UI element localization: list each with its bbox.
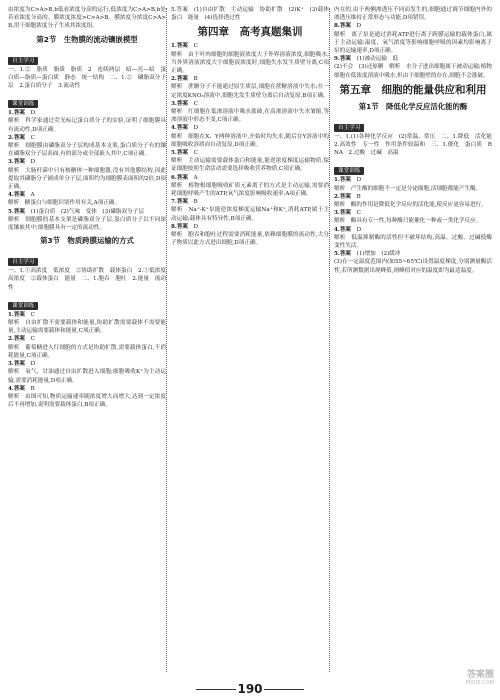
answer-item: 1.答案 C (171, 43, 198, 50)
answer-item: 6.答案 A (171, 174, 198, 181)
section-heading-enzymes: 第1节 降低化学反应活化能的酶 (358, 101, 468, 111)
answer-item: 2.答案 C (8, 134, 35, 141)
answer-item: 5.答案 (1)蛋白质 (2)气味 变体 (3)磷脂双分子层 (8, 208, 144, 215)
answer-explanation: 解析 胞吞和胞吐过程需要消耗能量,依赖细胞膜的流动性,大分子物质以此方式进出细胞,D项正确。 (171, 232, 329, 247)
answer-explanation: 解析 Na⁺-K⁺泵能逆浓度梯度运输Na⁺和K⁺,消耗ATP,属于主动运输;载体具有特异性,B项正确。 (171, 207, 329, 222)
answer-item: 4.答案 D (171, 125, 199, 132)
answer-item: 9.答案 (1)被动运输 低 (334, 56, 399, 63)
answer-item: 1.答案 C (8, 311, 35, 318)
folio-rule-right (264, 689, 304, 690)
section-heading-transport: 第3节 物质跨膜运输的方式 (40, 236, 134, 246)
answer-explanation: 解析 糖蛋白与细胞识别作用有关,A项正确。 (8, 200, 121, 207)
badge-class-training: 课堂训练 (8, 100, 38, 108)
answer-explanation: 解析 细胞膜的基本支架是磷脂双分子层,蛋白质分子以不同深度镶嵌其中;细胞膜具有一定的流动性。 (8, 216, 166, 232)
continued-explanation: 内在的,由于两侧渗透压不同而发生的,细胞通过调节细胞内外的渗透压维持正常形态与功能,D项错误。 (334, 7, 492, 22)
answer-item: 4.答案 D (334, 226, 362, 233)
answer-explanation: 解析 细胞膜由磷脂双分子层构成基本支架,蛋白质分子有的镶在磷脂双分子层表面,有的部分或全部嵌入其中,C项正确。 (8, 143, 166, 158)
answer-item: 2.答案 C (8, 336, 35, 343)
watermark-text: 答案圈 (466, 670, 494, 680)
answer-item: 5.答案 (1)增加 (2)缓冲 (334, 251, 401, 258)
answer-explanation: 解析 由图可知,物质运输速率随浓度增大而增大,达到一定浓度后不再增加,说明需要载体蛋白,B项正确。 (8, 393, 166, 409)
self-study-answers: 一、1.①高浓度 低浓度 ②协助扩散 载体蛋白 2.①低浓度 高浓度 ②载体蛋白 能量 二、1.胞吞 胞吐 2.能量 流动性 (8, 268, 172, 291)
answer-item: 1.答案 D (334, 177, 362, 184)
answer-list (8, 311, 166, 409)
answer-explanation: 解析 葡萄糖进入红细胞的方式是协助扩散,需要载体蛋白,不消耗能量,C项正确。 (8, 344, 166, 359)
answer-list (334, 22, 492, 79)
watermark-url: MXQE.COM (465, 680, 494, 686)
answer-item: 8.答案 D (171, 223, 199, 230)
answer-item: 1.答案 D (8, 110, 36, 117)
answer-explanation: 解析 由于叶肉细胞的细胞液浓度大于外界溶液浓度,细胞吸水;当外界溶液浓度大于细胞液浓度时,细胞失水发生质壁分离,C项正确。 (171, 51, 329, 75)
section-heading-membrane-model: 第2节 生物膜的流动镶嵌模型 (36, 34, 138, 44)
badge-class-training: 课堂训练 (334, 167, 364, 175)
answer-item: 4.答案 B (8, 385, 35, 392)
answer-explanation: 解析 氧气、甘油通过自由扩散进入细胞;细胞吸收K⁺为主动运输,需要消耗能量,D项正确。 (8, 369, 166, 384)
self-study-answers: 一、1.(1)各种化学反应 (2)常温、常压 二、1.降低 活化能 2.高效性 专一性 作用条件较温和 三、1.催化 蛋白质 RNA 2.过酸 过碱 高温 (334, 133, 498, 157)
watermark-logo (432, 670, 494, 696)
answer-explanation: (2)不会 (3)还原糖 解析 水分子进出细胞属于被动运输;植物细胞在低浓度溶液中吸水,但由于细胞壁的存在,细胞不会涨破。 (334, 64, 492, 79)
answer-explanation: (3)在一定温度范围内(如55~65℃)设置温度梯度,分别测量酶活性,若所测数据出现峰值,则峰值对应的温度即为最适温度。 (334, 259, 492, 274)
chapter-heading-exam-review: 第四章 高考真题集训 (197, 26, 303, 39)
page-footer (0, 680, 500, 698)
answer-item: 3.答案 C (334, 210, 361, 217)
answer-item: 5.答案 (1)自由扩散 主动运输 协助扩散 (2)K⁺ (3)载体蛋白 能量 (4)选择透过性 (171, 7, 329, 22)
answer-item: 5.答案 C (171, 150, 198, 157)
answer-list (171, 42, 329, 247)
answer-item: 3.答案 D (8, 159, 36, 166)
page-number: 190 (237, 682, 263, 696)
answer-item: 3.答案 D (8, 361, 36, 368)
answer-explanation: 解析 大肠杆菌中只有核糖体一种细胞器,没有其他膜结构,因此提取其磷脂分子铺成单分子层,面积约为细胞膜表面积的2倍,D项正确。 (8, 167, 166, 191)
answer-item: 7.答案 B (171, 199, 198, 206)
badge-self-study: 自主学习 (8, 258, 38, 266)
answer-explanation: 解析 离子泵是通过消耗ATP进行离子跨膜运输的载体蛋白,属于主动运输;温度、氧气浓度等影响细胞呼吸的因素均影响离子泵的运输速率,D项正确。 (334, 31, 492, 55)
answer-item: 2.答案 B (334, 193, 361, 200)
answer-explanation: 解析 酶具有专一性,每种酶只能催化一种或一类化学反应。 (334, 218, 482, 225)
answer-explanation: 解析 酶的作用是降低化学反应的活化能,使反应更容易进行。 (334, 202, 487, 209)
answer-explanation: 解析 细胞在X、Y两种溶液中,开始时均失水,随后在Y溶液中的细胞吸收溶质而自动复原,D项正确。 (171, 133, 329, 148)
answer-explanation: 解析 蔗糖分子不能通过原生质层,细胞在蔗糖溶液中失水;在一定浓度KNO₃溶液中,细胞先发生质壁分离后自动复原,B项正确。 (171, 84, 329, 99)
answer-item: 3.答案 C (171, 100, 198, 107)
answer-explanation: 解析 红细胞在低渗溶液中吸水涨破,在高渗溶液中失水皱缩,等渗溶液中形态不变,C项正确。 (171, 109, 329, 124)
answer-list (8, 109, 166, 232)
column-divider (166, 8, 167, 672)
answer-explanation: 解析 主动运输需要载体蛋白和能量,能逆浓度梯度运输物质,保证细胞按照生命活动需要选择吸收营养物质,C项正确。 (171, 158, 329, 173)
answer-explanation: 解析 低温抑制酶的活性但不破坏结构,高温、过酸、过碱使酶变性失活。 (334, 234, 492, 250)
column-middle (171, 6, 329, 678)
intro-paragraph: 由浓度为C>A>B,b低看浓度分高的运行,低浓度为C>A>B,b处若看浓度分高的。膜浓度浓度>C>A>B。膜浓度分浓度C>A>B,用于细胞浓度分子生成其浓度组。 (8, 7, 166, 30)
badge-self-study: 自主学习 (8, 57, 38, 65)
column-divider (329, 8, 330, 672)
column-left (8, 6, 172, 678)
answer-item: 4.答案 A (8, 192, 35, 199)
answer-explanation: 解析 科学家通过荧光标记蛋白质分子的实验,证明了细胞膜具有流动性,D项正确。 (8, 118, 166, 133)
badge-self-study: 自主学习 (334, 124, 364, 132)
answer-list (334, 176, 492, 274)
column-right (334, 6, 498, 678)
answer-item: 8.答案 D (334, 23, 362, 30)
chapter-heading-energy: 第五章 细胞的能量供应和利用 (339, 83, 487, 96)
answer-explanation: 解析 产生酶的细胞不一定是分泌细胞,活细胞都能产生酶。 (334, 185, 482, 192)
answer-explanation: 解析 植物根细胞吸收矿质元素离子的方式是主动运输,需要消耗细胞呼吸产生的ATP,氧气浓度影响吸收速率,A项正确。 (171, 182, 329, 198)
badge-class-training: 课堂训练 (8, 302, 38, 310)
answer-explanation: 解析 自由扩散不需要载体和能量,协助扩散需要载体不需要能量,主动运输需要载体和能量,C项正确。 (8, 320, 166, 335)
answer-item: 2.答案 B (171, 76, 198, 83)
self-study-answers: 一、1.② 脂质 脂质 脂质 2 连续两层 暗—亮—暗 蛋白质—脂质—蛋白质 静态 统一结构 二、1.② 磷脂双分子层 2.蛋白质分子 3.流动性 (8, 66, 166, 90)
